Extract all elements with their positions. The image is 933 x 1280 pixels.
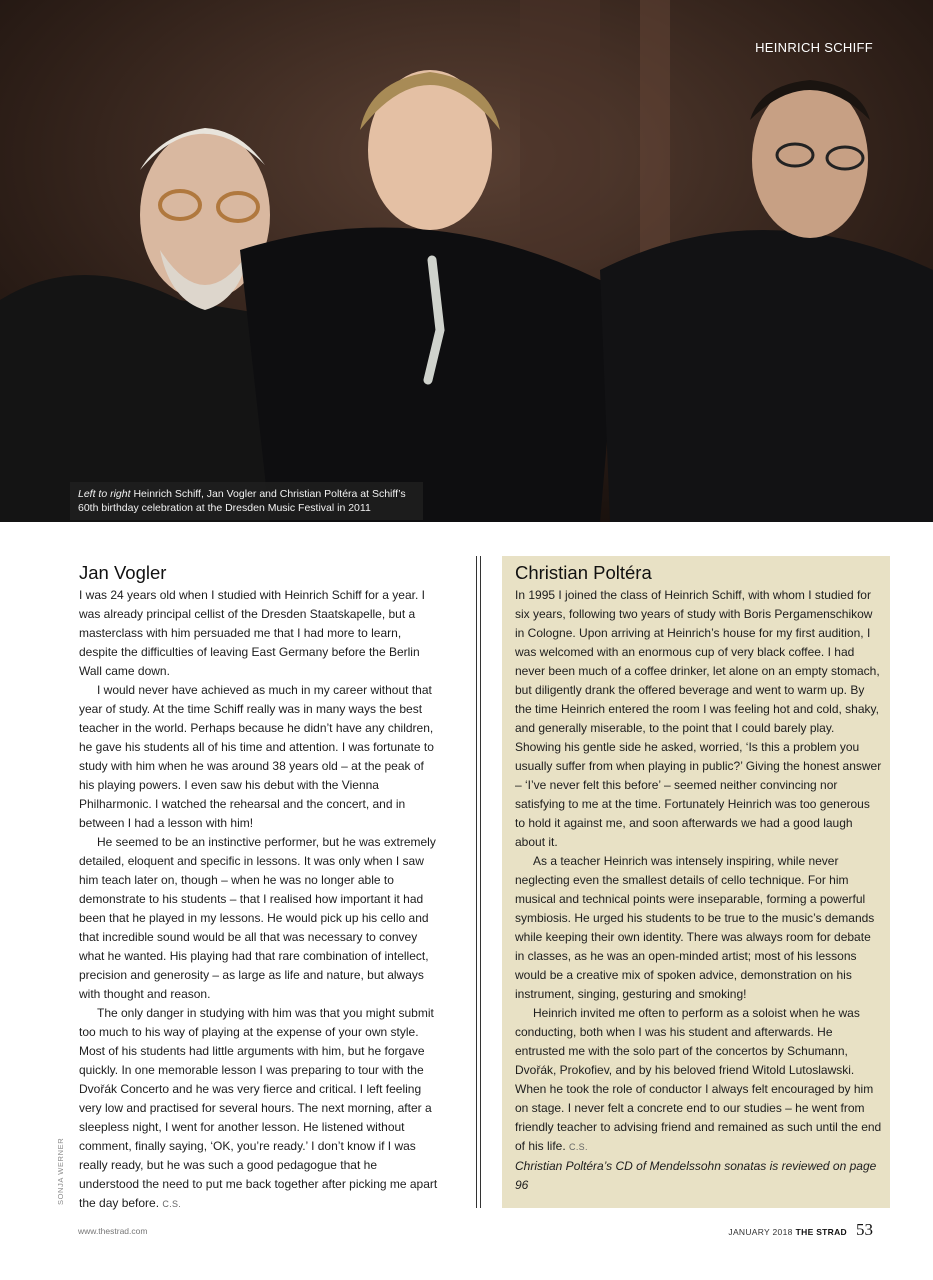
paragraph: He seemed to be an instinctive performer, but he was extremely detailed, eloquent and specific in lessons. It was only when I saw him teach later on, though – when he was no longer able to demonstrate to his students – that I realised how important it had been that he played in my lessons. He would pick up his cello and that incredible sound would be all that was necessary to convey what he wanted. His playing had that rare combination of intellect, precision and generosity – as large as life and nature, but always with thought and reason. — [79, 835, 436, 1001]
paragraph — [79, 1004, 439, 1214]
feature-photo — [0, 0, 933, 522]
paragraph: I was 24 years old when I studied with Heinrich Schiff for a year. I was already principal cellist of the Dresden Staatskapelle, but a masterclass with him persuaded me that I had more to learn, despite the difficulties of leaving East Germany before the Berlin Wall came down. — [79, 588, 425, 678]
column-divider — [480, 556, 481, 1208]
paragraph — [515, 1004, 883, 1157]
footer-url[interactable]: www.thestrad.com — [78, 1226, 148, 1236]
paragraph-text: The only danger in studying with him was that you might submit too much to his way of playing at the expense of your own style. Most of his students had little arguments with him, but he forgave quickly. In one memorable lesson I was preparing to tour with the Dvořák Concerto and he was very fierce and critical. I left feeling very low and practised for several hours. The next morning, after a sleepless night, I went for another lesson. He listened without comment, finally saying, ‘OK, you’re ready.’ I don’t know if I was really ready, but he was such a good pedagogue that he understood the need to put me back together after picking me apart the day before. — [79, 1006, 438, 1210]
magazine-name: THE STRAD — [795, 1227, 847, 1237]
page-number: 53 — [856, 1220, 873, 1239]
heading-christian-poltera: Christian Poltéra — [515, 562, 652, 583]
issue-date: JANUARY 2018 — [728, 1227, 793, 1237]
paragraph: In 1995 I joined the class of Heinrich Schiff, with whom I studied for six years, following two years of study with Boris Pergamenschikow in Cologne. Upon arriving at Heinrich’s house for my first audition, I was welcomed with an enormous cup of very black coffee. I had never been much of a coffee drinker, let alone on an empty stomach, but diligently drank the offered beverage and went to warm up. By the time Heinrich entered the room I was feeling hot and cold, shaky, and generally miserable, to the point that I could barely play. Showing his gentle side he asked, worried, ‘Is this a problem you usually suffer from when playing in public?’ Giving the honest answer – ‘I’ve never felt this before’ – seemed neither convincing nor satisfying to me at the time. Fortunately Heinrich was too generous to hold it against me, and soon afterwards we had a good laugh about it. — [515, 588, 882, 849]
review-note: Christian Poltéra’s CD of Mendelssohn sonatas is reviewed on page 96 — [515, 1159, 877, 1192]
paragraph: I would never have achieved as much in my career without that year of study. At the time Schiff really was in many ways the best teacher in the world. Perhaps because he didn’t have any children, he gave his students all of his time and attention. I was fortunate to study with him when he was around 38 years old – at the peak of his playing powers. I even saw his debut with the Vienna Philharmonic. I watched the rehearsal and the concert, and in between I had a lesson with him! — [79, 683, 434, 830]
footer-info — [728, 1220, 873, 1240]
caption-lead: Left to right — [78, 488, 131, 500]
signature: C.S. — [162, 1199, 182, 1209]
caption-text: Heinrich Schiff, Jan Vogler and Christian Poltéra at Schiff’s 60th birthday celebration at the Dresden Music Festival in 2011 — [78, 488, 406, 514]
article-christian-poltera — [515, 562, 883, 1195]
heading-jan-vogler: Jan Vogler — [79, 562, 167, 583]
section-tag: HEINRICH SCHIFF — [755, 40, 873, 55]
signature: C.S. — [569, 1142, 588, 1152]
paragraph: As a teacher Heinrich was intensely inspiring, while never neglecting even the smallest details of cello technique. For him musical and technical points were inseparable, forming a powerful symbiosis. He urged his students to be true to the music’s demands while keeping their own identity. There was always room for debate in classes, as he was an open-minded artist; most of his lessons would be a creative mix of spoken advice, demonstration on his instrument, singing, gesturing and smoking! — [515, 854, 875, 1001]
photo-credit: SONJA WERNER — [56, 1137, 65, 1205]
paragraph-text: Heinrich invited me often to perform as a soloist when he was conducting, both when I was his student and afterwards. He entrusted me with the solo part of the concertos by Schumann, Dvořák, Prokofiev, and by his beloved friend Witold Lutoslawski. When he took the role of conductor I always felt encouraged by him on stage. I never felt a concrete end to our studies – he went from friendly teacher to advising friend and remained as such until the end of his life. — [515, 1006, 882, 1153]
column-divider — [476, 556, 477, 1208]
photo-icon — [0, 0, 933, 522]
article-jan-vogler — [79, 562, 439, 1214]
photo-caption — [70, 482, 423, 520]
